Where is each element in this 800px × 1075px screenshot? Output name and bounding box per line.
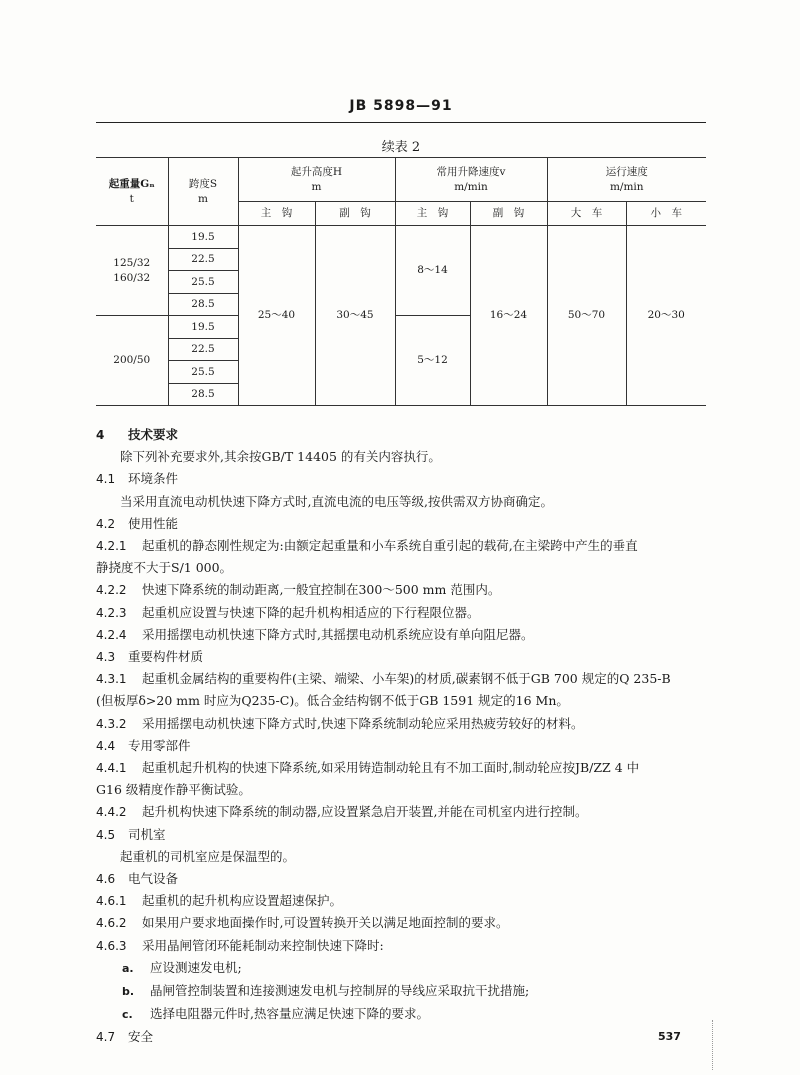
clause: 4.3.2 采用摇摆电动机快速下降方式时,快速下降系统制动轮应采用热疲劳较好的材料。 [96,715,584,731]
capacity-cell-group2: 200/50 [96,316,168,406]
section-heading: 4.2 使用性能 [96,515,179,531]
span-cell: 28.5 [168,293,238,316]
subheader-aux-hook: 副 钩 [315,202,395,226]
spec-table [96,157,706,406]
span-cell: 19.5 [168,316,238,339]
trolley-speed-cell: 20～30 [626,226,706,406]
clause: 4.2.2 快速下降系统的制动距离,一般宜控制在300～500 mm 范围内。 [96,582,501,598]
clause: 4.2.3 起重机应设置与快速下降的起升机构相适应的下行程限位器。 [96,604,480,620]
span-cell: 28.5 [168,383,238,406]
clause: 4.6.1 起重机的起升机构应设置超速保护。 [96,893,343,909]
clause: 4.2.4 采用摇摆电动机快速下降方式时,其摇摆电动机系统应设有单向阻尼器。 [96,626,534,642]
main-speed-cell-group1: 8～14 [395,226,470,316]
aux-height-cell: 30～45 [315,226,395,406]
span-cell: 22.5 [168,248,238,271]
section-heading: 4.3 重要构件材质 [96,649,204,665]
aux-speed-cell: 16～24 [470,226,547,406]
section-heading: 4.1 环境条件 [96,471,179,487]
main-height-cell: 25～40 [238,226,315,406]
clause: 4.6.3 采用晶闸管闭环能耗制动来控制快速下降时: [96,937,384,953]
list-item: b. 晶闸管控制装置和连接测速发电机与控制屏的导线应采取抗干扰措施; [122,983,530,999]
standard-number-header: JB 5898—91 [349,98,453,114]
capacity-cell-group1: 125/32 160/32 [96,226,168,316]
clause: 4.6.2 如果用户要求地面操作时,可设置转换开关以满足地面控制的要求。 [96,915,509,931]
page-number: 537 [658,1030,681,1043]
col-header-travel-speed: 运行速度 m/min [547,158,706,202]
body-text [96,424,706,1049]
header-rule [96,122,706,123]
list-item: c. 选择电阻器元件时,热容量应满足快速下降的要求。 [122,1006,429,1022]
list-item: a. 应设测速发电机; [122,959,242,975]
clause: 4.3.1 起重机金属结构的重要构件(主梁、端梁、小车架)的材质,碳素钢不低于GB 700 规定的Q 235-B [96,671,671,687]
clause-continuation: G16 级精度作静平衡试验。 [96,782,251,798]
clause: 4.2.1 起重机的静态刚性规定为:由额定起重量和小车系统自重引起的载荷,在主梁跨中产生的垂直 [96,538,638,554]
paragraph: 起重机的司机室应是保温型的。 [120,848,296,864]
col-header-capacity: 起重量Gₙ t [96,158,168,226]
table-caption: 续表 2 [381,140,421,155]
section-heading: 4.6 电气设备 [96,871,179,887]
subheader-trolley: 小 车 [626,202,706,226]
span-cell: 25.5 [168,361,238,384]
col-header-lift-height: 起升高度H m [238,158,395,202]
span-cell: 19.5 [168,226,238,249]
subheader-main-hook-speed: 主 钩 [395,202,470,226]
subheader-main-hook: 主 钩 [238,202,315,226]
subheader-aux-hook-speed: 副 钩 [470,202,547,226]
clause: 4.4.2 起升机构快速下降系统的制动器,应设置紧急启开装置,并能在司机室内进行控制。 [96,804,588,820]
section-heading: 4.4 专用零部件 [96,737,191,753]
main-speed-cell-group2: 5～12 [395,316,470,406]
col-header-span: 跨度S m [168,158,238,226]
paragraph: 除下列补充要求外,其余按GB/T 14405 的有关内容执行。 [120,449,441,465]
section-heading: 4.5 司机室 [96,826,166,842]
clause-continuation: 静挠度不大于S/1 000。 [96,560,233,576]
section-heading: 4.7 安全 [96,1029,154,1045]
crane-speed-cell: 50～70 [547,226,626,406]
span-cell: 25.5 [168,271,238,294]
col-header-lift-speed: 常用升降速度v m/min [395,158,547,202]
clause: 4.4.1 起重机起升机构的快速下降系统,如采用铸造制动轮且有不加工面时,制动轮应按JB/ZZ 4 中 [96,760,640,776]
paragraph: 当采用直流电动机快速下降方式时,直流电流的电压等级,按供需双方协商确定。 [120,493,553,509]
clause-continuation: (但板厚δ>20 mm 时应为Q235-C)。低合金结构钢不低于GB 1591 规定的16 Mn。 [96,693,569,709]
scan-edge-line [712,1020,713,1070]
section-heading: 4 技术要求 [96,427,179,442]
subheader-crane: 大 车 [547,202,626,226]
span-cell: 22.5 [168,338,238,361]
